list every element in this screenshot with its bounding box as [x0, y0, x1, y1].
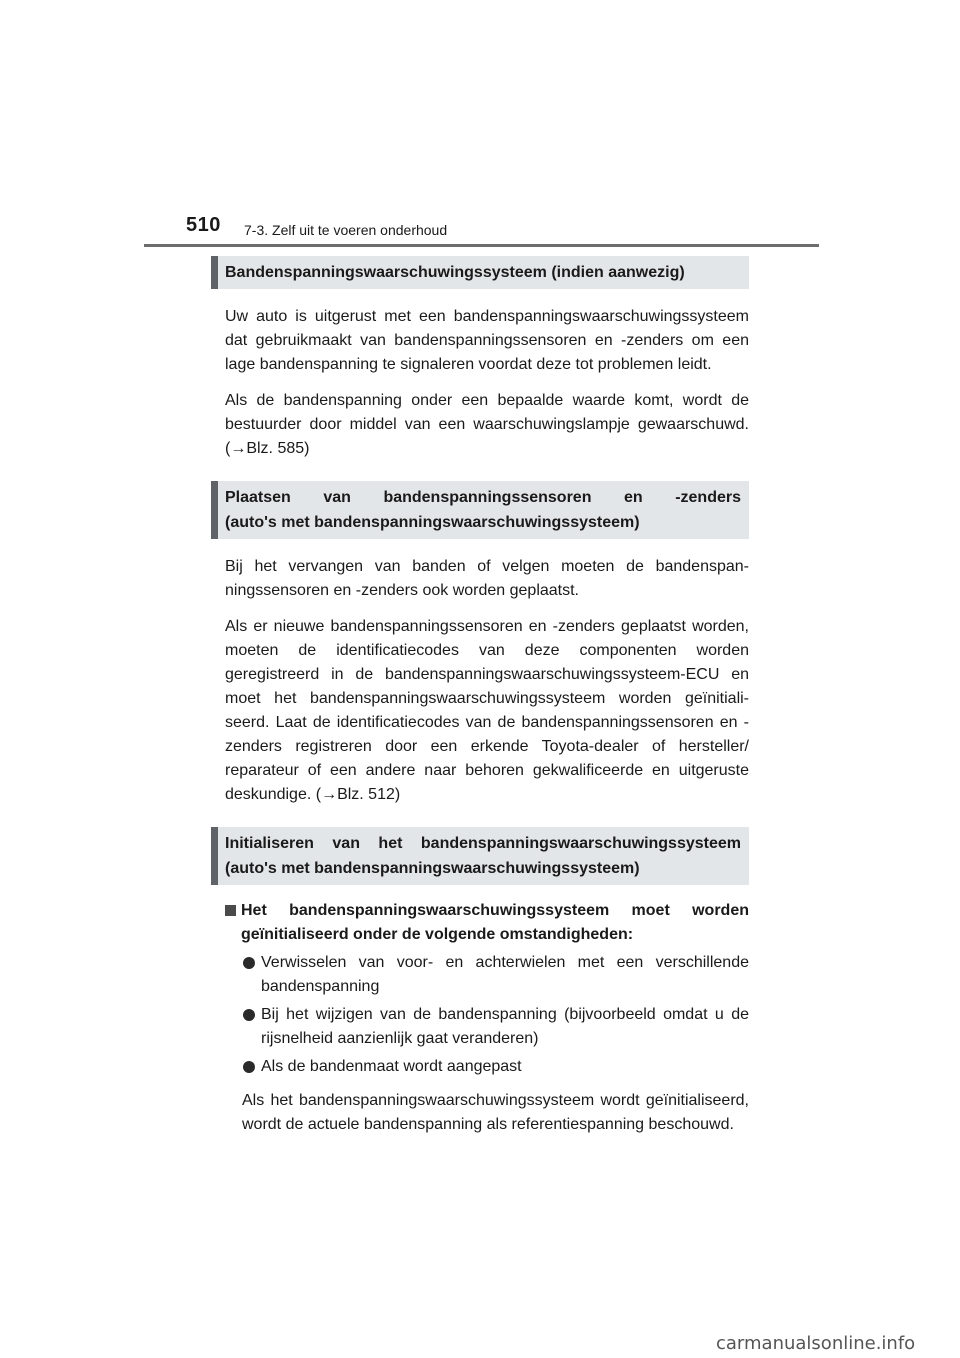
list-item	[211, 1055, 749, 1079]
paragraph: Uw auto is uitgerust met een bandenspanningswaarschuwingssysteem dat gebruikmaakt van bandenspanningssensoren en -zenders om een lage bandenspanning te signaleren voordat deze tot problemen leidt.	[225, 308, 749, 373]
paragraph: Als de bandenspanning onder een bepaalde waarde komt, wordt de bestuurder door middel van een waarschuwingslampje gewaarschuwd. (→Blz. 585)	[225, 392, 749, 457]
header-rule	[144, 244, 819, 247]
heading-line: Plaatsen van bandenspanningssensoren en -zenders	[225, 489, 741, 506]
heading-line: Bandenspanningswaarschuwingssysteem (indien aanwezig)	[225, 264, 685, 281]
sub-heading-text: Het bandenspanningswaarschuwingssysteem moet worden geïnitialiseerd onder de volgende omstandigheden:	[241, 902, 749, 943]
heading-line: Initialiseren van het bandenspanningswaarschuwingssysteem	[225, 835, 741, 852]
heading-line: (auto's met bandenspanningswaarschuwingssysteem)	[225, 860, 640, 877]
bullet-dot-icon	[243, 1061, 255, 1073]
sub-heading	[211, 899, 749, 947]
heading-line: (auto's met bandenspanningswaarschuwingssysteem)	[225, 514, 640, 531]
list-item	[211, 951, 749, 999]
list-item-text: Bij het wijzigen van de bandenspanning (bijvoorbeeld omdat u de rijsnelheid aanzienlijk gaat veranderen)	[261, 1006, 749, 1047]
section-label: 7-3. Zelf uit te voeren onderhoud	[244, 222, 448, 238]
watermark: carmanualsonline.info	[716, 1333, 916, 1354]
page-number: 510	[186, 214, 221, 236]
section-body-sensors	[211, 555, 749, 807]
bullet-dot-icon	[243, 1009, 255, 1021]
section-body-tpws	[211, 305, 749, 461]
list-item	[211, 1003, 749, 1051]
list-item-text: Als de bandenmaat wordt aangepast	[261, 1058, 522, 1075]
section-heading-initialize	[211, 827, 749, 885]
section-heading-tpws	[211, 256, 749, 289]
paragraph: Bij het vervangen van banden of velgen moeten de bandenspanningssensoren en -zenders ook worden geplaatst.	[225, 558, 749, 599]
list-item-text: Verwisselen van voor- en achterwielen met een verschillende bandenspanning	[261, 954, 749, 995]
bullet-dot-icon	[243, 957, 255, 969]
section-heading-sensors	[211, 481, 749, 539]
page-content	[211, 256, 749, 1137]
square-bullet-icon	[225, 905, 236, 916]
closing-paragraph: Als het bandenspanningswaarschuwingssysteem wordt geïnitialiseerd, wordt de actuele bandenspanning als referentiespanning beschouwd.	[242, 1092, 749, 1133]
paragraph: Als er nieuwe bandenspanningssensoren en -zenders geplaatst worden, moeten de identificatiecodes van deze componenten worden geregistreerd in de bandenspanningswaarschuwingssysteem-ECU en moet het bandenspanningswaarschuwingssysteem worden geïnitialiseerd. Laat de identificatiecodes van de bandenspanningssensoren en -zenders registreren door een erkende Toyota-dealer of hersteller/ reparateur of een andere naar behoren gekwalificeerde en uitgeruste deskundige. (→Blz. 512)	[225, 618, 749, 803]
